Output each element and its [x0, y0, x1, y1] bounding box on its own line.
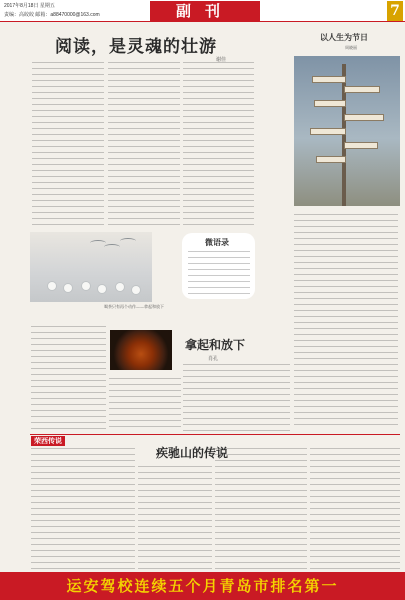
flying-crane-icon [104, 244, 120, 250]
sign-icon [344, 114, 384, 121]
sign-icon [316, 156, 346, 163]
crane-icon [98, 285, 106, 293]
second-article-column-1 [31, 326, 106, 432]
tea-photo [110, 330, 172, 370]
flying-crane-icon [120, 238, 136, 244]
third-article-title: 疾驰山的传说 [156, 446, 229, 460]
section-tag: 荣西传说 [31, 436, 65, 446]
third-article-column-3 [215, 448, 307, 570]
lead-article-author: 谢佳 [216, 57, 227, 63]
issue-date: 2017年8月18日 星期五 [4, 3, 55, 9]
lead-article-title: 阅读，是灵魂的壮游 [55, 37, 217, 57]
second-article-column-2 [109, 378, 181, 432]
sign-icon [312, 76, 346, 83]
sign-icon [344, 86, 380, 93]
side-article-title: 以人生为节日 [320, 32, 368, 42]
crane-icon [82, 282, 90, 290]
masthead [0, 0, 405, 22]
side-article-author: 周晓丽 [345, 45, 357, 50]
cranes-photo [30, 232, 152, 302]
lead-article-column-1 [32, 62, 104, 226]
section-title: 副刊 [150, 1, 260, 21]
crane-icon [48, 282, 56, 290]
lead-article-column-3 [183, 62, 254, 226]
poem-text [188, 251, 250, 296]
footer-banner: 运安驾校连续五个月青岛市排名第一 [0, 572, 405, 600]
third-article-column-4 [310, 448, 400, 570]
poem-title: 微语录 [205, 237, 229, 247]
third-article-column-1 [31, 448, 135, 570]
crane-icon [116, 283, 124, 291]
photo-caption: 喝茶只有再个动作——拿起和放下 [104, 304, 164, 309]
crane-icon [64, 284, 72, 292]
second-article-column-3 [183, 364, 290, 432]
sign-icon [314, 100, 346, 107]
crane-icon [132, 286, 140, 294]
sign-icon [344, 142, 378, 149]
lead-article-column-2 [108, 62, 180, 226]
third-article-column-2 [138, 466, 212, 570]
second-article-author: 肖孔 [208, 356, 219, 362]
signpost-photo [294, 56, 400, 206]
section-divider [30, 434, 400, 435]
page-number: 7 [387, 1, 403, 21]
sign-icon [310, 128, 346, 135]
second-article-title: 拿起和放下 [185, 338, 246, 352]
editor-info: 责编：高皎皎 邮箱：a88470000@163.com [4, 12, 100, 18]
side-article-column [294, 214, 398, 430]
masthead-rule [0, 21, 405, 22]
